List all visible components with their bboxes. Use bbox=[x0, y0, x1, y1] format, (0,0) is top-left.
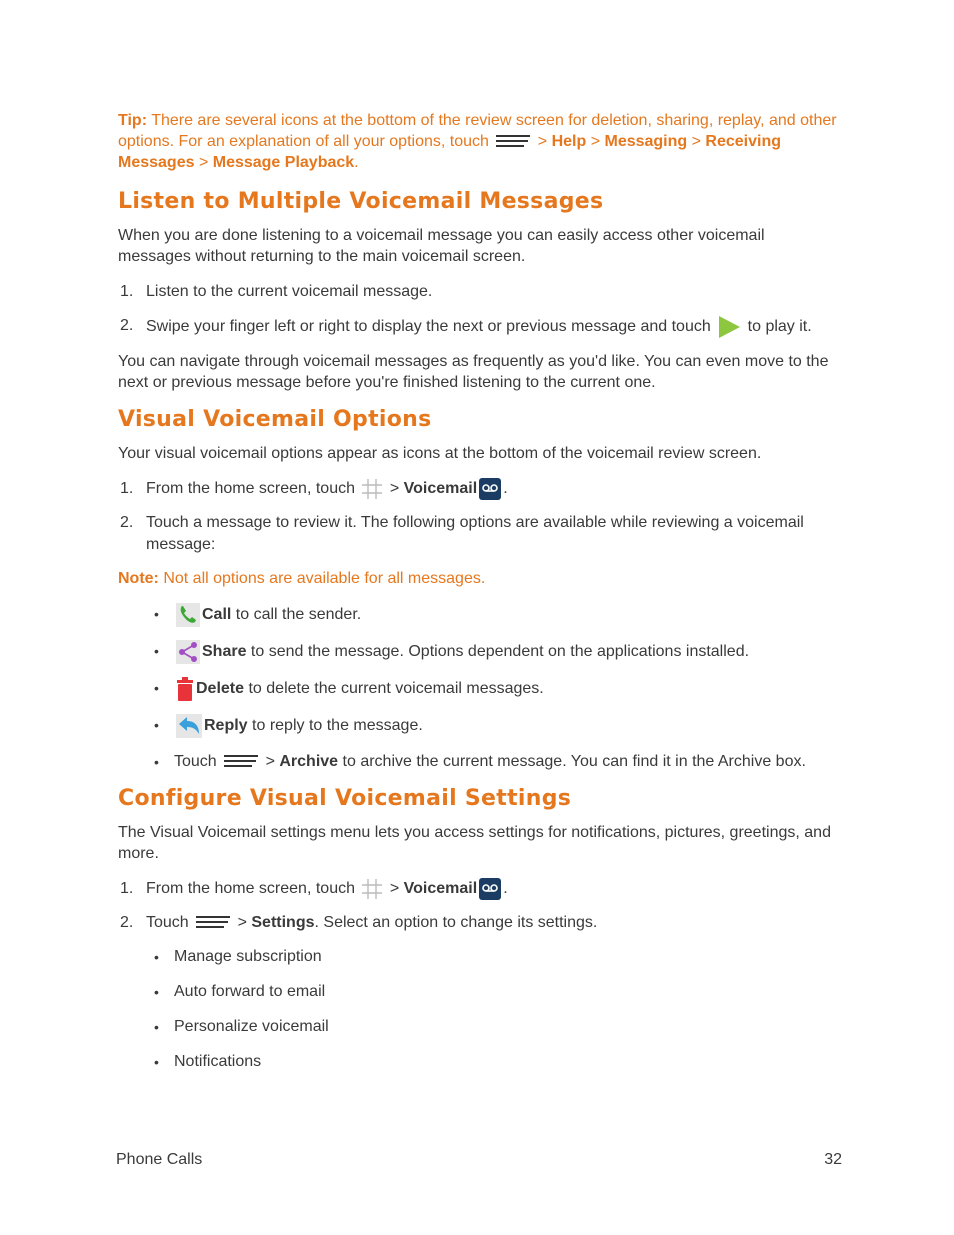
note-text: Not all options are available for all messages. bbox=[158, 570, 486, 588]
step-sep: > bbox=[385, 480, 404, 498]
section-heading-settings: Configure Visual Voicemail Settings bbox=[118, 786, 572, 812]
step-number: 1. bbox=[120, 880, 134, 898]
step-text: to play it. bbox=[743, 318, 812, 336]
list-item bbox=[118, 512, 838, 556]
option-sep: > bbox=[261, 753, 280, 771]
apps-grid-icon bbox=[361, 878, 383, 900]
play-icon bbox=[717, 315, 741, 339]
list-item bbox=[154, 751, 838, 773]
option-label: Share bbox=[202, 643, 247, 661]
tip-receiving: Receiving Messages bbox=[118, 133, 781, 171]
option-text: Touch bbox=[174, 753, 222, 771]
list-item bbox=[118, 281, 838, 303]
step-text: From the home screen, touch bbox=[146, 480, 360, 498]
step-number: 2. bbox=[120, 514, 134, 532]
step-text: Touch bbox=[146, 914, 194, 932]
list-item bbox=[118, 878, 838, 900]
settings-label: Settings bbox=[251, 914, 315, 932]
option-text: to send the message. Options dependent on the applications installed. bbox=[246, 643, 750, 661]
list-item bbox=[118, 912, 838, 934]
step-text: Swipe your finger left or right to display the next or previous message and touch bbox=[146, 318, 716, 336]
section1-steps bbox=[118, 281, 838, 339]
option-label: Reply bbox=[204, 717, 248, 735]
section3-intro: The Visual Voicemail settings menu lets you access settings for notifications, pictures, greetings, and more. bbox=[118, 824, 831, 863]
section-heading-options: Visual Voicemail Options bbox=[118, 407, 432, 432]
option-text: to call the sender. bbox=[231, 606, 362, 624]
tip-sep: > bbox=[533, 133, 552, 150]
settings-list bbox=[118, 946, 838, 1073]
option-text: to delete the current voicemail messages. bbox=[244, 680, 544, 698]
section2-intro: Your visual voicemail options appear as icons at the bottom of the voicemail review screen. bbox=[118, 445, 762, 462]
option-label: Archive bbox=[279, 753, 339, 771]
tip-messaging: Messaging bbox=[604, 133, 688, 150]
option-label: Call bbox=[202, 606, 232, 624]
step-sep: > bbox=[233, 914, 252, 932]
list-item: • Manage subscription bbox=[154, 946, 838, 968]
menu-icon bbox=[196, 916, 230, 930]
tip-text: There are several icons at the bottom of the review screen for deletion, sharing, replay, and other options. For an explanation of all your options, touch bbox=[118, 112, 837, 150]
voicemail-label: Voicemail bbox=[403, 880, 478, 898]
footer-section: Phone Calls bbox=[116, 1151, 203, 1168]
tip-sep: > bbox=[687, 133, 706, 150]
voicemail-icon bbox=[479, 478, 501, 500]
step-number: 2. bbox=[120, 914, 134, 932]
apps-grid-icon bbox=[361, 478, 383, 500]
section3-steps bbox=[118, 878, 838, 934]
list-item: • Personalize voicemail bbox=[154, 1016, 838, 1038]
menu-icon bbox=[224, 755, 258, 769]
list-item bbox=[154, 603, 838, 627]
tip-playback: Message Playback bbox=[212, 154, 355, 171]
voicemail-label: Voicemail bbox=[403, 480, 478, 498]
list-item bbox=[118, 478, 838, 500]
step-number: 2. bbox=[120, 317, 134, 334]
list-item: • Notifications bbox=[154, 1051, 838, 1073]
list-item: • Auto forward to email bbox=[154, 981, 838, 1003]
section1-outro: You can navigate through voicemail messages as frequently as you'd like. You can even move to the next or previous message before you're finished listening to the current one. bbox=[118, 353, 829, 391]
section-heading-listen: Listen to Multiple Voicemail Messages bbox=[118, 189, 604, 214]
list-item bbox=[154, 677, 838, 701]
phone-icon bbox=[176, 603, 200, 627]
options-list bbox=[118, 603, 838, 773]
reply-icon bbox=[176, 714, 202, 738]
step-end: . bbox=[503, 880, 508, 898]
menu-icon bbox=[496, 135, 530, 149]
step-end: . bbox=[503, 480, 508, 498]
footer-page-number: 32 bbox=[824, 1151, 842, 1168]
option-label: Delete bbox=[196, 680, 245, 698]
section2-steps bbox=[118, 478, 838, 556]
page-content bbox=[118, 110, 838, 1086]
list-item bbox=[118, 315, 838, 339]
share-icon bbox=[176, 640, 200, 664]
step-text: . Select an option to change its settings. bbox=[314, 914, 598, 932]
step-sep: > bbox=[385, 880, 404, 898]
tip-sep: > bbox=[194, 154, 213, 171]
tip-help: Help bbox=[551, 133, 587, 150]
note-label: Note: bbox=[118, 570, 159, 588]
step-text: Listen to the current voicemail message. bbox=[146, 283, 433, 300]
section1-intro: When you are done listening to a voicemail message you can easily access other voicemail messages without returning to the main voicemail screen. bbox=[118, 227, 765, 265]
tip-sep: > bbox=[586, 133, 605, 150]
list-item bbox=[154, 714, 838, 738]
step-text: From the home screen, touch bbox=[146, 880, 360, 898]
step-text: Touch a message to review it. The following options are available while reviewing a voicemail message: bbox=[146, 514, 804, 554]
note-paragraph bbox=[118, 568, 838, 589]
list-item bbox=[154, 640, 838, 664]
option-text: to archive the current message. You can find it in the Archive box. bbox=[338, 753, 806, 771]
option-text: to reply to the message. bbox=[247, 717, 423, 735]
tip-paragraph bbox=[118, 110, 838, 173]
trash-icon bbox=[176, 677, 194, 701]
tip-end: . bbox=[354, 154, 359, 171]
step-number: 1. bbox=[120, 283, 134, 300]
voicemail-icon bbox=[479, 878, 501, 900]
step-number: 1. bbox=[120, 480, 134, 497]
tip-label: Tip: bbox=[118, 112, 148, 129]
